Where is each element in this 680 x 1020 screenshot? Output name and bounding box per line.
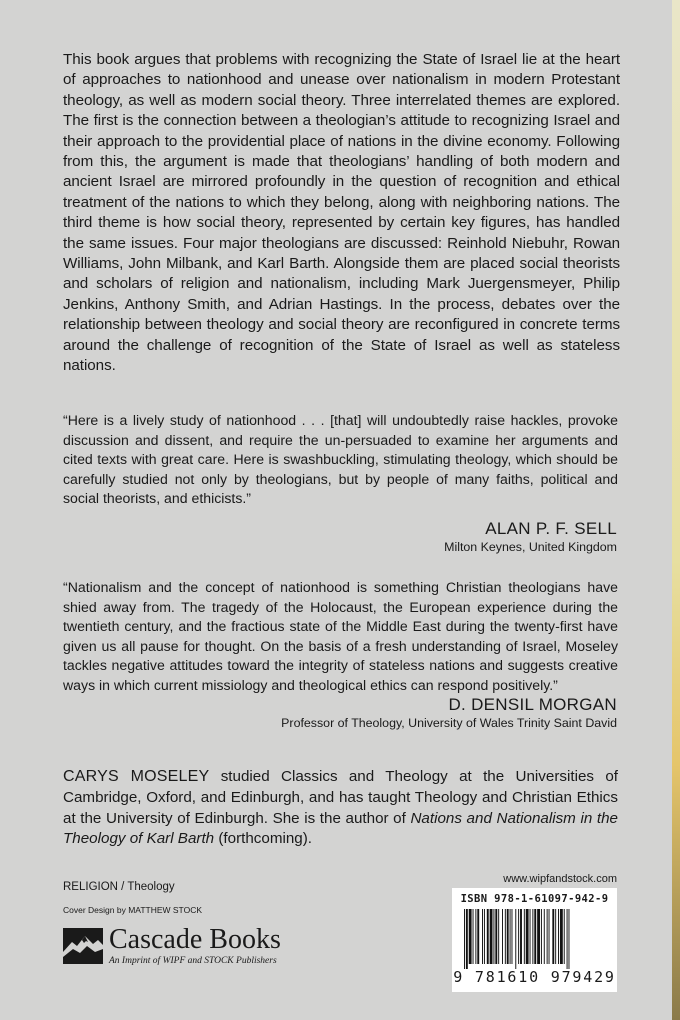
endorsement-quote-1: “Here is a lively study of nationhood . . . [that] will undoubtedly raise hackles, provoke discussion and dissent, and require the un-persuaded to examine her arguments and cited texts with great care. Here is swashbuckling, stimulating theology, which should be carefully studied not only by theologians, but by people of many faiths, political and social theorists, and ethicists.” bbox=[63, 412, 618, 507]
endorser-affiliation-2: Professor of Theology, University of Wales Trinity Saint David bbox=[281, 716, 617, 730]
publisher-imprint bbox=[63, 924, 313, 970]
endorser-name-1: ALAN P. F. SELL bbox=[485, 519, 617, 538]
barcode-digits: 9 781610 979429 bbox=[453, 968, 616, 986]
publisher-name: Cascade Books bbox=[109, 924, 281, 955]
endorser-affiliation-1: Milton Keynes, United Kingdom bbox=[444, 540, 617, 554]
author-name: CARYS MOSELEY bbox=[63, 768, 210, 785]
mountain-logo-icon bbox=[63, 928, 103, 969]
subject-category: RELIGION / Theology bbox=[63, 881, 175, 893]
endorsement-quote-2: “Nationalism and the concept of nationhood is something Christian theologians have shied away from. The tragedy of the Holocaust, the European experience during the twentieth century, and the fractious state of the Middle East during the twenty-first have given us all pause for thought. On the basis of a fresh understanding of Israel, Moseley tackles negative attitudes toward the integrity of stateless nations and suggests creative ways in which current missiology and theological ethics can respond positively.” bbox=[63, 579, 618, 693]
publisher-tagline: An Imprint of WIPF and STOCK Publishers bbox=[109, 956, 277, 966]
author-bio bbox=[63, 767, 618, 850]
cover-design-credit: Cover Design by MATTHEW STOCK bbox=[63, 905, 203, 915]
isbn-number: ISBN 978-1-61097-942-9 bbox=[460, 893, 609, 905]
cover-edge-strip bbox=[672, 0, 680, 1020]
book-description: This book argues that problems with recognizing the State of Israel lie at the heart of approaches to nationhood and unease over nationalism in modern Protestant theology, as well as modern social theory. Three interrelated themes are explored. The first is the connection between a theologian’s attitude to recognizing Israel and their approach to the providential place of nations in the divine economy. Following from this, the argument is made that theologians’ handling of both modern and ancient Israel are mirrored profoundly in the question of recognition and ethical treatment of the nations to which they belong, along with neighboring nations. The third theme is how social theory, represented by certain key figures, has handled the same issues. Four major theologians are discussed: Reinhold Niebuhr, Rowan Williams, John Milbank, and Karl Barth. Alongside them are placed social theorists and scholars of religion and nationalism, including Mark Juergensmeyer, Philip Jenkins, Anthony Smith, and Adrian Hastings. In the process, debates over the relationship between theology and social theory are reconfigured in concrete terms around the challenge of recognition of the State of Israel as well as stateless nations. bbox=[63, 51, 620, 375]
barcode-bars bbox=[460, 909, 609, 969]
isbn-barcode bbox=[452, 888, 617, 992]
publisher-website: www.wipfandstock.com bbox=[503, 873, 617, 885]
author-book-title: Nations and Nationalism in the Theology of Karl Barth bbox=[63, 809, 618, 848]
author-bio-suffix: (forthcoming). bbox=[214, 830, 313, 848]
endorser-name-2: D. DENSIL MORGAN bbox=[448, 695, 617, 714]
author-bio-text: studied Classics and Theology at the Universities of Cambridge, Oxford, and Edinburgh, and has taught Theology and Christian Ethics at the University of Edinburgh. She is the author of bbox=[63, 768, 618, 827]
